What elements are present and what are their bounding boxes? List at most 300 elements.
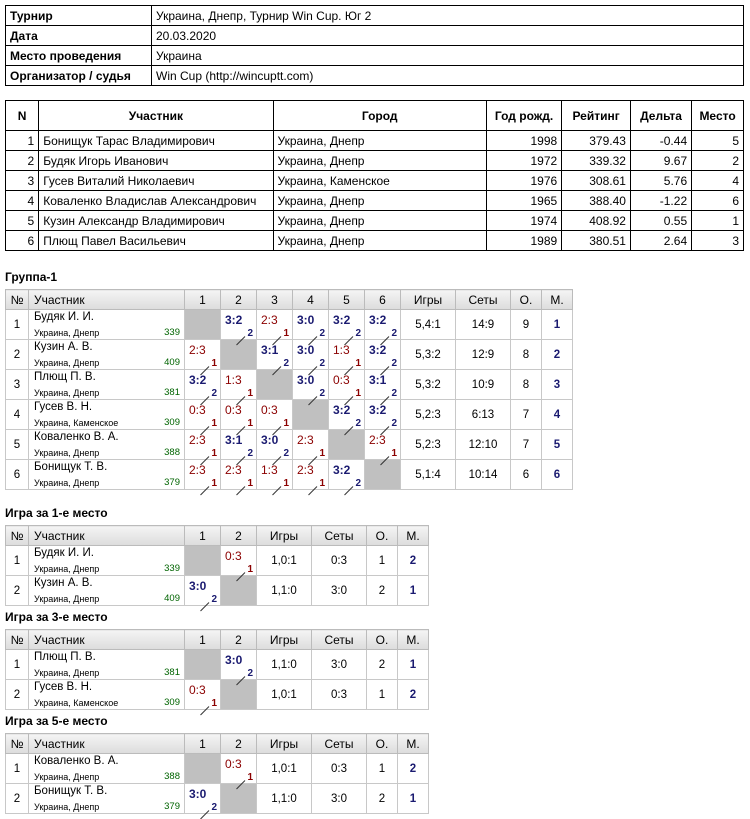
group-header-sets: Сеты [312,734,367,754]
player-name: Кузин А. В. [34,341,93,353]
participant-cell: 4 [692,171,744,191]
info-value: Украина, Днепр, Турнир Win Cup. Юг 2 [152,6,744,26]
participant-cell: 1989 [486,231,561,251]
score-points: 2 [355,418,361,429]
participant-cell: Украина, Днепр [273,131,486,151]
participant-cell: Будяк Игорь Иванович [39,151,273,171]
sets-cell: 12:9 [456,340,511,370]
player-city: Украина, Днепр [34,478,100,488]
score-value: 3:0 [189,787,207,801]
score-value: 1:3 [261,463,278,477]
match-score [329,310,365,340]
player-city: Украина, Днепр [34,802,100,812]
participant-cell: 3 [692,231,744,251]
participant-cell: Плющ Павел Васильевич [39,231,273,251]
group-row [6,400,573,430]
participants-header: Рейтинг [562,101,631,131]
group-header-col: 1 [185,734,221,754]
group-header-place: М. [398,630,429,650]
group-header-col: 2 [221,630,257,650]
group-header-row [6,630,429,650]
score-value: 2:3 [297,463,314,477]
participant-cell: 308.61 [562,171,631,191]
participant-cell: 1974 [486,211,561,231]
player-name: Коваленко В. А. [34,755,119,767]
group-row [6,680,429,710]
place-cell: 1 [542,310,573,340]
participant-cell: 4 [6,191,39,211]
match-score [293,430,329,460]
games-cell: 1,1:0 [257,784,312,814]
score-points: 1 [247,388,253,399]
row-number: 1 [6,310,29,340]
participant-cell: 1 [692,211,744,231]
diagonal-cell [185,650,221,680]
match-score [329,400,365,430]
participant-cell: 5 [692,131,744,151]
score-points: 1 [355,358,361,369]
points-cell: 1 [367,546,398,576]
score-points: 2 [319,328,325,339]
diagonal-cell [293,400,329,430]
group-header-col: 1 [185,526,221,546]
participant-cell: 379.43 [562,131,631,151]
score-value: 3:2 [189,373,207,387]
group-table [5,733,429,814]
sets-cell: 3:0 [312,784,367,814]
participant-cell: 3 [6,171,39,191]
match-score [365,340,401,370]
score-value: 1:3 [225,373,242,387]
match-score [365,430,401,460]
group-table [5,629,429,710]
participant-cell: 2 [6,151,39,171]
score-points: 2 [319,358,325,369]
player-rating: 379 [164,801,180,812]
group-header-num: № [6,526,29,546]
group-header-games: Игры [401,290,456,310]
participant-cell: 408.92 [562,211,631,231]
group-header-player: Участник [29,734,185,754]
group-table [5,525,429,606]
score-value: 3:1 [369,373,387,387]
participant-cell: 380.51 [562,231,631,251]
player-rating: 339 [164,327,180,338]
sets-cell: 14:9 [456,310,511,340]
group-header-num: № [6,630,29,650]
group-header-player: Участник [29,526,185,546]
games-cell: 5,2:3 [401,430,456,460]
player-cell [29,460,185,490]
participant-cell: Украина, Каменское [273,171,486,191]
score-value: 3:2 [333,313,351,327]
points-cell: 8 [511,340,542,370]
player-rating: 409 [164,593,180,604]
score-value: 0:3 [225,549,242,563]
score-value: 3:0 [297,373,315,387]
group-title: Игра за 5-е место [5,714,108,728]
match-score [221,546,257,576]
participant-cell: 1 [6,131,39,151]
info-value: 20.03.2020 [152,26,744,46]
score-value: 0:3 [225,757,242,771]
participant-cell: 9.67 [630,151,691,171]
score-value: 2:3 [297,433,314,447]
diagonal-cell [221,680,257,710]
score-points: 2 [391,328,397,339]
diagonal-cell [365,460,401,490]
participant-cell: 5 [6,211,39,231]
diagonal-cell [257,370,293,400]
score-value: 3:0 [261,433,279,447]
sets-cell: 0:3 [312,680,367,710]
row-number: 1 [6,546,29,576]
match-score [329,340,365,370]
score-points: 1 [283,418,289,429]
group-header-games: Игры [257,734,312,754]
score-slash [200,810,209,819]
player-city: Украина, Каменское [34,698,119,708]
score-points: 1 [391,448,397,459]
score-value: 3:1 [261,343,279,357]
score-points: 2 [283,448,289,459]
group-header-col: 1 [185,630,221,650]
points-cell: 2 [367,650,398,680]
player-cell [29,650,185,680]
place-cell: 3 [542,370,573,400]
participant-cell: 1976 [486,171,561,191]
participant-cell: 6 [692,191,744,211]
group-header-points: О. [367,734,398,754]
group-header-sets: Сеты [456,290,511,310]
score-slash [308,486,317,495]
player-city: Украина, Днепр [34,388,100,398]
participant-row [6,211,744,231]
match-score [257,340,293,370]
group-header-col: 2 [221,734,257,754]
match-score [365,370,401,400]
group-title: Группа-1 [5,270,58,284]
sets-cell: 6:13 [456,400,511,430]
group-row [6,370,573,400]
row-number: 1 [6,650,29,680]
score-value: 2:3 [369,433,386,447]
score-points: 2 [283,358,289,369]
score-points: 1 [247,564,253,575]
row-number: 5 [6,430,29,460]
score-points: 2 [247,328,253,339]
score-points: 1 [247,478,253,489]
group-header-points: О. [367,526,398,546]
score-value: 3:2 [369,403,387,417]
row-number: 4 [6,400,29,430]
participant-cell: Бонищук Тарас Владимирович [39,131,273,151]
group-header-sets: Сеты [312,526,367,546]
score-slash [200,486,209,495]
score-value: 1:3 [333,343,350,357]
player-name: Будяк И. И. [34,311,94,323]
score-value: 0:3 [189,683,206,697]
participant-cell: 1972 [486,151,561,171]
group-header-place: М. [398,526,429,546]
participant-cell: Кузин Александр Владимирович [39,211,273,231]
participant-cell: 2.64 [630,231,691,251]
group-header-col: 6 [365,290,401,310]
score-points: 2 [391,388,397,399]
games-cell: 1,0:1 [257,546,312,576]
row-number: 3 [6,370,29,400]
games-cell: 5,1:4 [401,460,456,490]
games-cell: 1,0:1 [257,680,312,710]
score-value: 3:1 [225,433,243,447]
score-points: 2 [355,478,361,489]
match-score [293,310,329,340]
info-row [6,26,744,46]
info-row [6,6,744,26]
match-score [221,400,257,430]
player-cell [29,430,185,460]
participants-header: Год рожд. [486,101,561,131]
player-city: Украина, Днепр [34,594,100,604]
participant-cell: 6 [6,231,39,251]
score-points: 1 [283,328,289,339]
player-city: Украина, Каменское [34,418,119,428]
group-header-games: Игры [257,526,312,546]
player-city: Украина, Днепр [34,358,100,368]
group-row [6,340,573,370]
player-cell [29,576,185,606]
match-score [185,430,221,460]
player-city: Украина, Днепр [34,772,100,782]
participant-cell: Украина, Днепр [273,191,486,211]
player-name: Плющ П. В. [34,651,96,663]
group-row [6,576,429,606]
score-value: 3:2 [225,313,243,327]
score-value: 3:2 [369,343,387,357]
points-cell: 2 [367,576,398,606]
player-rating: 388 [164,447,180,458]
player-rating: 339 [164,563,180,574]
score-points: 1 [355,388,361,399]
score-points: 2 [355,328,361,339]
player-city: Украина, Днепр [34,448,100,458]
group-row [6,310,573,340]
score-points: 1 [211,448,217,459]
group-header-points: О. [367,630,398,650]
match-score [293,340,329,370]
score-points: 2 [391,358,397,369]
points-cell: 7 [511,430,542,460]
match-score [185,340,221,370]
games-cell: 5,2:3 [401,400,456,430]
player-rating: 381 [164,667,180,678]
match-score [221,370,257,400]
place-cell: 2 [398,754,429,784]
diagonal-cell [221,784,257,814]
info-label: Турнир [6,6,152,26]
group-row [6,650,429,680]
group-row [6,754,429,784]
match-score [257,400,293,430]
participant-cell: Коваленко Владислав Александрович [39,191,273,211]
sets-cell: 10:14 [456,460,511,490]
participant-cell: 339.32 [562,151,631,171]
participant-row [6,231,744,251]
diagonal-cell [221,576,257,606]
score-value: 0:3 [225,403,242,417]
group-header-row [6,734,429,754]
score-points: 2 [247,668,253,679]
info-row [6,46,744,66]
player-city: Украина, Днепр [34,328,100,338]
player-rating: 309 [164,697,180,708]
group-header-col: 2 [221,290,257,310]
match-score [185,576,221,606]
participants-header: Дельта [630,101,691,131]
participant-cell: 1998 [486,131,561,151]
score-value: 2:3 [225,463,242,477]
match-score [221,310,257,340]
player-name: Бонищук Т. В. [34,785,108,797]
match-score [365,400,401,430]
player-cell [29,310,185,340]
info-label: Организатор / судья [6,66,152,86]
group-row [6,460,573,490]
group-header-col: 3 [257,290,293,310]
participant-cell: 5.76 [630,171,691,191]
diagonal-cell [329,430,365,460]
match-score [221,650,257,680]
group-header-num: № [6,290,29,310]
score-value: 3:0 [297,343,315,357]
group-header-col: 2 [221,526,257,546]
participant-row [6,151,744,171]
player-name: Гусев В. Н. [34,681,93,693]
match-score [185,784,221,814]
sets-cell: 3:0 [312,576,367,606]
tournament-info-table [5,5,744,86]
player-name: Бонищук Т. В. [34,461,108,473]
player-cell [29,680,185,710]
score-points: 1 [211,478,217,489]
match-score [221,754,257,784]
group-title: Игра за 1-е место [5,506,108,520]
player-name: Коваленко В. А. [34,431,119,443]
player-name: Кузин А. В. [34,577,93,589]
match-score [221,460,257,490]
group-header-col: 5 [329,290,365,310]
score-points: 1 [247,418,253,429]
player-name: Будяк И. И. [34,547,94,559]
games-cell: 5,3:2 [401,370,456,400]
match-score [185,460,221,490]
score-points: 2 [247,448,253,459]
points-cell: 6 [511,460,542,490]
match-score [365,310,401,340]
score-slash [344,486,353,495]
sets-cell: 3:0 [312,650,367,680]
score-value: 2:3 [189,463,206,477]
score-points: 1 [283,478,289,489]
row-number: 2 [6,784,29,814]
score-value: 3:2 [369,313,387,327]
participants-header: N [6,101,39,131]
sets-cell: 0:3 [312,754,367,784]
participant-cell: 0.55 [630,211,691,231]
points-cell: 1 [367,754,398,784]
games-cell: 1,1:0 [257,650,312,680]
score-points: 1 [211,698,217,709]
player-city: Украина, Днепр [34,668,100,678]
group-header-sets: Сеты [312,630,367,650]
points-cell: 8 [511,370,542,400]
match-score [185,680,221,710]
group-row [6,430,573,460]
match-score [185,370,221,400]
participant-cell: Гусев Виталий Николаевич [39,171,273,191]
info-label: Место проведения [6,46,152,66]
place-cell: 2 [542,340,573,370]
diagonal-cell [185,754,221,784]
row-number: 2 [6,340,29,370]
player-name: Плющ П. В. [34,371,96,383]
match-score [257,460,293,490]
info-row [6,66,744,86]
participants-table [5,100,744,251]
group-header-place: М. [398,734,429,754]
sets-cell: 0:3 [312,546,367,576]
score-points: 2 [319,388,325,399]
info-label: Дата [6,26,152,46]
score-points: 1 [319,478,325,489]
place-cell: 2 [398,546,429,576]
match-score [221,430,257,460]
player-rating: 379 [164,477,180,488]
points-cell: 7 [511,400,542,430]
score-points: 2 [391,418,397,429]
games-cell: 1,0:1 [257,754,312,784]
score-slash [200,602,209,611]
player-rating: 381 [164,387,180,398]
place-cell: 1 [398,650,429,680]
group-header-col: 1 [185,290,221,310]
participant-cell: Украина, Днепр [273,231,486,251]
player-cell [29,400,185,430]
score-points: 1 [211,358,217,369]
participant-row [6,191,744,211]
match-score [293,370,329,400]
participant-cell: 1965 [486,191,561,211]
score-slash [272,486,281,495]
match-score [185,400,221,430]
player-cell [29,340,185,370]
place-cell: 6 [542,460,573,490]
group-header-place: М. [542,290,573,310]
score-slash [200,706,209,715]
player-city: Украина, Днепр [34,564,100,574]
participant-row [6,171,744,191]
points-cell: 1 [367,680,398,710]
score-value: 3:0 [297,313,315,327]
row-number: 2 [6,680,29,710]
score-points: 1 [247,772,253,783]
games-cell: 5,4:1 [401,310,456,340]
participant-cell: -0.44 [630,131,691,151]
row-number: 1 [6,754,29,784]
score-points: 2 [211,802,217,813]
match-score [257,430,293,460]
participants-header: Место [692,101,744,131]
